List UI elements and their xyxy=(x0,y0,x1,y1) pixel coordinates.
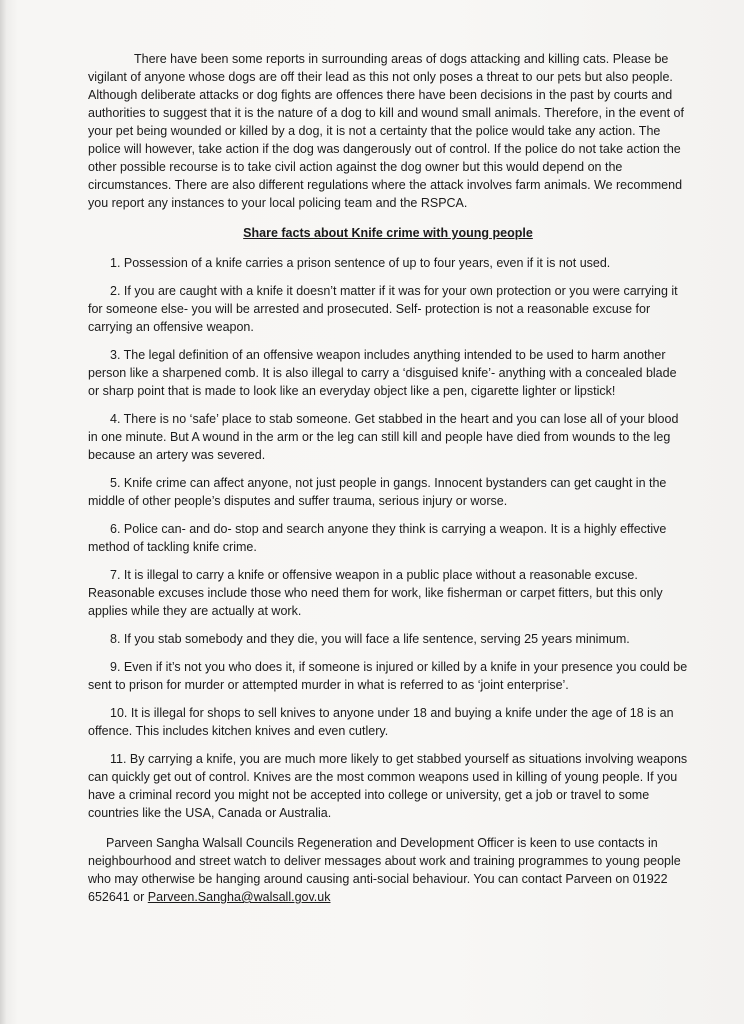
intro-paragraph: There have been some reports in surrounding areas of dogs attacking and killing cats. Please be vigilant of anyone whose dogs are off their lead as this not only poses a threat to our pets but also people. Although deliberate attacks or dog fights are offences there have been decisions in the past by courts and authorities to suggest that it is the nature of a dog to kill and wound small animals. Therefore, in the event of your pet being wounded or killed by a dog, it is not a certainty that the police would take any action. The police will however, take action if the dog was dangerously out of control. If the police do not take action the other possible recourse is to take civil action against the dog owner but this would depend on the circumstances. There are also different regulations where the attack involves farm animals. We recommend you report any instances to your local policing team and the RSPCA. xyxy=(88,52,684,210)
contact-paragraph xyxy=(88,834,688,906)
fact-5: 5. Knife crime can affect anyone, not just people in gangs. Innocent bystanders can get caught in the middle of other people’s disputes and suffer trauma, serious injury or worse. xyxy=(88,476,667,508)
fact-11: 11. By carrying a knife, you are much more likely to get stabbed yourself as situations involving weapons can quickly get out of control. Knives are the most common weapons used in killing of young people. If you have a criminal record you might not be accepted into college or university, get a job or travel to some countries like the USA, Canada or Australia. xyxy=(88,752,688,820)
fact-8: 8. If you stab somebody and they die, you will face a life sentence, serving 25 years minimum. xyxy=(110,632,630,646)
fact-2: 2. If you are caught with a knife it doesn’t matter if it was for your own protection or you were carrying it for someone else- you will be arrested and prosecuted. Self- protection is not a reasonable excuse for carrying an offensive weapon. xyxy=(88,284,678,334)
fact-10: 10. It is illegal for shops to sell knives to anyone under 18 and buying a knife under the age of 18 is an offence. This includes kitchen knives and even cutlery. xyxy=(88,706,674,738)
page-fold-shadow xyxy=(0,0,6,1024)
document-body xyxy=(88,50,688,906)
fact-7: 7. It is illegal to carry a knife or offensive weapon in a public place without a reasonable excuse. Reasonable excuses include those who need them for work, like fisherman or carpet fitters, but this only applies while they are actually at work. xyxy=(88,568,663,618)
contact-text: Parveen Sangha Walsall Councils Regeneration and Development Officer is keen to use contacts in neighbourhood and street watch to deliver messages about work and training programmes to young people who may otherwise be hanging around causing anti-social behaviour. You can contact Parveen on 01922 652641 or xyxy=(88,836,681,904)
section-heading: Share facts about Knife crime with young people xyxy=(243,226,533,240)
fact-9: 9. Even if it’s not you who does it, if someone is injured or killed by a knife in your presence you could be sent to prison for murder or attempted murder in what is referred to as ‘joint enterprise’. xyxy=(88,660,688,692)
fact-1: 1. Possession of a knife carries a prison sentence of up to four years, even if it is not used. xyxy=(110,256,611,270)
fact-6: 6. Police can- and do- stop and search anyone they think is carrying a weapon. It is a highly effective method of tackling knife crime. xyxy=(88,522,667,554)
fact-3: 3. The legal definition of an offensive weapon includes anything intended to be used to harm another person like a sharpened comb. It is also illegal to carry a ‘disguised knife’- anything with a concealed blade or sharp point that is made to look like an everyday object like a pen, cigarette lighter or lipstick! xyxy=(88,348,677,398)
contact-email-link[interactable]: Parveen.Sangha@walsall.gov.uk xyxy=(147,890,331,904)
fact-4: 4. There is no ‘safe’ place to stab someone. Get stabbed in the heart and you can lose all of your blood in one minute. But A wound in the arm or the leg can still kill and people have died from wounds to the leg because an artery was severed. xyxy=(88,412,679,462)
